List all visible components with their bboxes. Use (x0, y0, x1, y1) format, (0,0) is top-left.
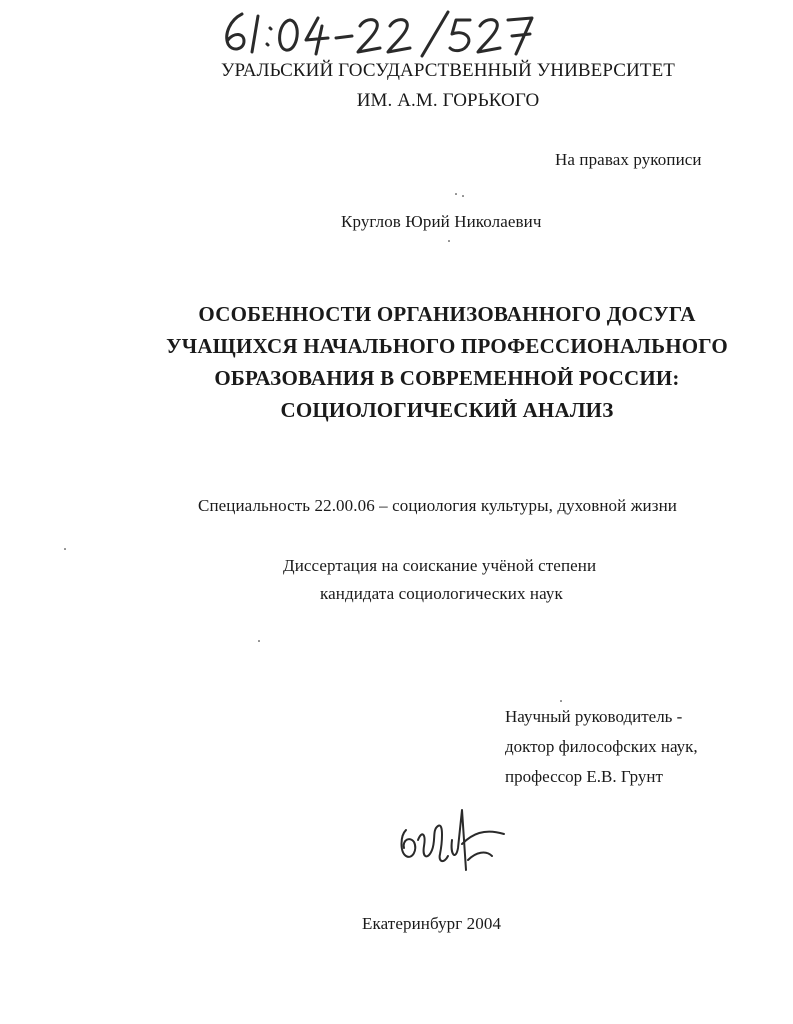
supervisor-name: профессор Е.В. Грунт (505, 767, 663, 786)
specialty-line: Специальность 22.00.06 – социология культуры, духовной жизни (198, 496, 677, 515)
scan-speck (462, 195, 464, 197)
city-year: Екатеринбург 2004 (362, 914, 502, 933)
handwritten-archive-code (218, 8, 538, 58)
university-heading: УРАЛЬСКИЙ ГОСУДАРСТВЕННЫЙ УНИВЕРСИТЕТ (221, 60, 675, 81)
author-signature (392, 800, 512, 885)
manuscript-note: На правах рукописи (555, 150, 702, 169)
title-line: УЧАЩИХСЯ НАЧАЛЬНОГО ПРОФЕССИОНАЛЬНОГО (166, 334, 728, 358)
scan-speck (448, 240, 450, 242)
scan-speck (64, 548, 66, 550)
supervisor-degree: доктор философских наук, (505, 737, 698, 756)
university-name-heading: ИМ. А.М. ГОРЬКОГО (356, 90, 540, 111)
degree-line-2: кандидата социологических наук (320, 584, 563, 603)
scan-speck (560, 700, 562, 702)
dissertation-title (150, 298, 744, 426)
supervisor-role: Научный руководитель - (505, 707, 683, 726)
title-line: ОСОБЕННОСТИ ОРГАНИЗОВАННОГО ДОСУГА (198, 302, 696, 326)
title-line: СОЦИОЛОГИЧЕСКИЙ АНАЛИЗ (280, 398, 614, 422)
scan-speck (258, 640, 260, 642)
scan-speck (455, 193, 457, 195)
title-line: ОБРАЗОВАНИЯ В СОВРЕМЕННОЙ РОССИИ: (214, 366, 680, 390)
degree-line-1: Диссертация на соискание учёной степени (283, 556, 597, 575)
supervisor-block (505, 702, 698, 792)
author-name: Круглов Юрий Николаевич (341, 212, 542, 231)
